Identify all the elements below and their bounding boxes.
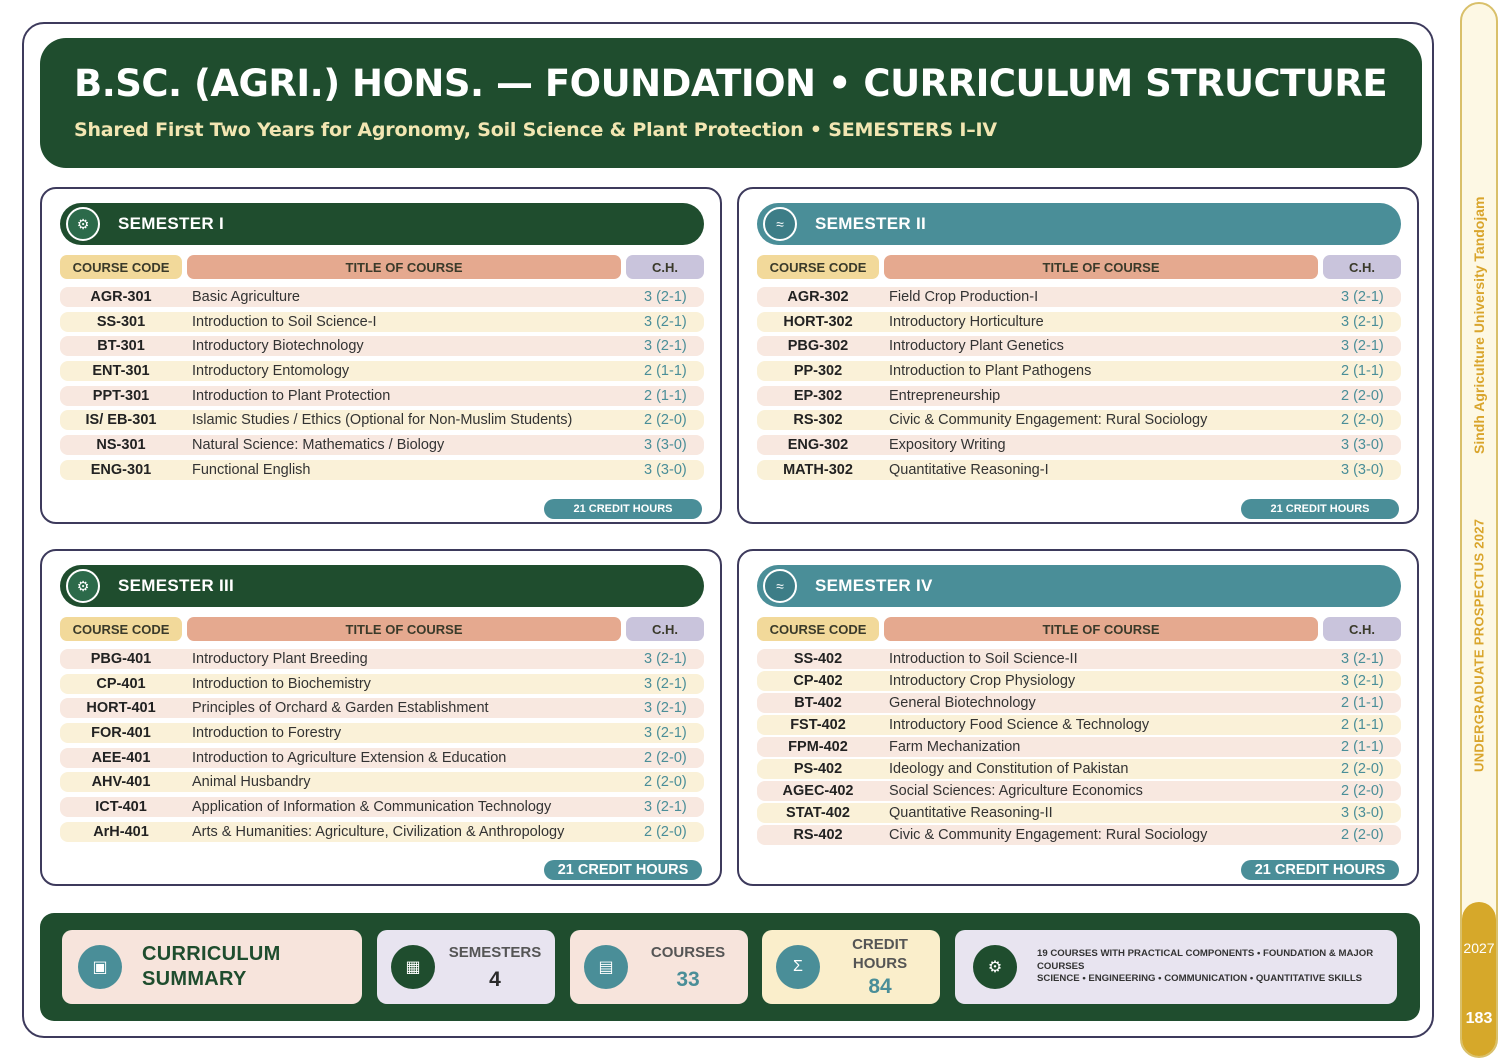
course-title: Social Sciences: Agriculture Economics [889,783,1143,799]
page-title: B.SC. (AGRI.) HONS. — FOUNDATION • CURRICULUM STRUCTURE [74,62,1388,105]
credit-hours-header: C.H. [1323,617,1401,641]
course-credit-hours: 3 (2-1) [644,675,687,692]
course-title: Quantitative Reasoning-I [889,461,1049,478]
course-title: Introduction to Forestry [192,725,342,742]
course-title: Introduction to Soil Science-I [192,313,377,330]
course-code-header: COURSE CODE [60,255,182,279]
summary-notes [1037,948,1373,986]
course-code: ENT-301 [92,363,150,380]
course-row [60,336,704,356]
gear-icon: ⚙ [973,945,1017,989]
course-title: Introductory Entomology [192,363,350,380]
course-credit-hours: 3 (2-1) [644,700,687,717]
course-credit-hours: 2 (2-0) [1341,761,1384,777]
stat-value: 33 [676,967,700,991]
semester-header [60,565,704,607]
course-row [60,797,704,817]
credit-hours-header: C.H. [626,255,704,279]
course-title: Ideology and Constitution of Pakistan [889,761,1129,777]
course-code: IS/ EB-301 [85,412,157,429]
course-row [60,822,704,842]
course-row [757,825,1401,845]
column-headers [757,255,1401,279]
course-row [60,674,704,694]
stat-label [852,935,908,973]
stat-label: COURSES [650,943,726,961]
course-title: Civic & Community Engagement: Rural Sociology [889,412,1208,429]
course-list [757,649,1401,847]
page-subtitle: Shared First Two Years for Agronomy, Soil Science & Plant Protection • SEMESTERS I–IV [74,119,997,141]
semester-card-2 [737,187,1419,524]
wave-icon: ≈ [763,569,797,603]
course-credit-hours: 2 (2-0) [1341,783,1384,799]
course-credit-hours: 2 (1-1) [1341,717,1384,733]
credit-hours-stat [820,935,940,999]
course-code: STAT-402 [786,805,850,821]
summary-title-box [62,930,362,1004]
course-credit-hours: 2 (2-0) [644,412,687,429]
credit-hours-header: C.H. [1323,255,1401,279]
gear-icon: ⚙ [66,207,100,241]
course-row [757,287,1401,307]
course-code: ENG-301 [90,461,152,478]
course-row [757,781,1401,801]
course-title: Principles of Orchard & Garden Establishment [192,700,489,717]
course-code: PP-302 [793,363,843,380]
course-code-header: COURSE CODE [757,255,879,279]
course-code: ArH-401 [93,823,149,840]
gear-icon: ⚙ [66,569,100,603]
course-credit-hours: 2 (1-1) [644,387,687,404]
course-code: ICT-401 [95,799,147,816]
course-row [757,803,1401,823]
stat-label-line: CREDIT [852,936,908,953]
course-credit-hours: 2 (2-0) [1341,387,1384,404]
summary-title [142,942,281,992]
course-list [60,287,704,485]
semester-title: SEMESTER II [815,214,926,233]
course-title: Expository Writing [889,437,1006,454]
course-title: Civic & Community Engagement: Rural Sociology [889,827,1208,843]
summary-title-line: CURRICULUM [142,943,281,965]
course-code-header: COURSE CODE [757,617,879,641]
notes-line: SCIENCE • ENGINEERING • COMMUNICATION • QUANTITATIVE SKILLS [1037,973,1363,985]
curriculum-summary-bar [40,913,1420,1021]
stat-value: 4 [489,967,501,991]
stat-label-line: HOURS [852,955,908,972]
course-code: FPM-402 [788,739,848,755]
wave-icon: ≈ [763,207,797,241]
course-title-header: TITLE OF COURSE [884,255,1318,279]
courses-stat [628,943,748,992]
course-credit-hours: 3 (2-1) [644,289,687,305]
course-row [757,759,1401,779]
course-row [60,723,704,743]
course-title-header: TITLE OF COURSE [187,255,621,279]
course-row [60,698,704,718]
course-code: MATH-302 [783,461,853,478]
notes-box [955,930,1397,1004]
course-row [757,715,1401,735]
course-row [757,336,1401,356]
course-row [60,361,704,381]
credit-hours-stat-box [762,930,940,1004]
course-title: Islamic Studies / Ethics (Optional for Non-Muslim Students) [192,412,573,429]
course-code: RS-302 [793,412,843,429]
course-code: AGEC-402 [782,783,854,799]
course-code: PBG-302 [787,338,849,355]
semester-header [757,203,1401,245]
course-row [60,435,704,455]
course-title: Introductory Crop Physiology [889,673,1076,689]
course-credit-hours: 3 (3-0) [1341,805,1384,821]
course-credit-hours: 2 (1-1) [1341,363,1384,380]
course-title: Introductory Food Science & Technology [889,717,1150,733]
course-code: AGR-302 [787,289,849,305]
course-title: Quantitative Reasoning-II [889,805,1053,821]
semester-title: SEMESTER III [118,576,235,595]
course-credit-hours: 3 (3-0) [644,437,687,454]
course-title-header: TITLE OF COURSE [884,617,1318,641]
course-code: AEE-401 [91,749,151,766]
course-credit-hours: 3 (2-1) [1341,338,1384,355]
notes-line: 19 COURSES WITH PRACTICAL COMPONENTS • FOUNDATION & MAJOR [1037,948,1374,960]
course-title: Introduction to Plant Pathogens [889,363,1092,380]
course-title: Basic Agriculture [192,289,300,305]
notes-line: COURSES [1037,960,1085,972]
course-code: SS-301 [96,313,146,330]
course-title: Entrepreneurship [889,387,1001,404]
course-code: CP-401 [96,675,146,692]
course-code: AHV-401 [91,774,151,791]
course-credit-hours: 3 (2-1) [1341,289,1384,305]
course-row [60,312,704,332]
year-label: 2027 [1463,940,1495,956]
course-code: HORT-302 [783,313,853,330]
course-credit-hours: 2 (1-1) [1341,739,1384,755]
course-row [757,693,1401,713]
course-title: Introductory Plant Genetics [889,338,1064,355]
prospectus-label: UNDERGRADUATE PROSPECTUS 2027 [1471,518,1487,772]
course-title: Introduction to Plant Protection [192,387,391,404]
course-code: AGR-301 [90,289,152,305]
course-title: Field Crop Production-I [889,289,1039,305]
course-credit-hours: 2 (2-0) [1341,412,1384,429]
sigma-icon: Σ [776,945,820,989]
courses-stat-box [570,930,748,1004]
semesters-stat [435,943,555,992]
course-title: Arts & Humanities: Agriculture, Civilization & Anthropology [192,823,565,840]
course-title: Application of Information & Communication Technology [192,799,552,816]
semester-header [757,565,1401,607]
course-credit-hours: 2 (1-1) [1341,695,1384,711]
course-title: Introductory Biotechnology [192,338,364,355]
course-row [60,748,704,768]
course-credit-hours: 2 (2-0) [644,823,687,840]
course-credit-hours: 3 (2-1) [644,313,687,330]
stat-label: SEMESTERS [448,943,542,961]
course-code: BT-301 [97,338,145,355]
course-title-header: TITLE OF COURSE [187,617,621,641]
course-list [60,649,704,847]
course-credit-hours: 3 (2-1) [644,799,687,816]
course-row [757,649,1401,669]
course-code: FOR-401 [91,725,151,742]
course-code: NS-301 [96,437,146,454]
grid-icon: ▦ [391,945,435,989]
course-credit-hours: 3 (2-1) [644,725,687,742]
course-row [757,435,1401,455]
stat-value: 84 [868,975,892,998]
course-row [757,361,1401,381]
page-number: 183 [1465,1010,1493,1027]
course-row [60,772,704,792]
course-title: Introduction to Agriculture Extension & Education [192,749,507,766]
credit-hours-badge: 21 CREDIT HOURS [544,860,702,880]
course-credit-hours: 2 (1-1) [644,363,687,380]
summary-icon: ▣ [78,945,122,989]
semester-header [60,203,704,245]
course-credit-hours: 3 (3-0) [644,461,687,478]
course-row [757,386,1401,406]
course-title: General Biotechnology [889,695,1036,711]
course-title: Natural Science: Mathematics / Biology [192,437,445,454]
course-credit-hours: 3 (2-1) [1341,673,1384,689]
column-headers [757,617,1401,641]
credit-hours-badge: 21 CREDIT HOURS [1241,499,1399,519]
semester-card-1 [40,187,722,524]
course-title: Introductory Horticulture [889,313,1044,330]
course-row [757,460,1401,480]
course-title: Introductory Plant Breeding [192,651,368,667]
course-row [757,410,1401,430]
course-code: CP-402 [793,673,843,689]
course-code: PS-402 [793,761,843,777]
page-header [40,38,1422,168]
course-row [757,671,1401,691]
semester-card-3 [40,549,722,886]
course-title: Functional English [192,461,311,478]
semester-title: SEMESTER I [118,214,224,233]
list-icon: ▤ [584,945,628,989]
course-row [60,287,704,307]
course-credit-hours: 2 (2-0) [1341,827,1384,843]
course-code: RS-402 [793,827,843,843]
side-tab-gold [1462,902,1496,1056]
column-headers [60,617,704,641]
course-credit-hours: 3 (3-0) [1341,437,1384,454]
credit-hours-badge: 21 CREDIT HOURS [544,499,702,519]
course-credit-hours: 3 (2-1) [1341,651,1384,667]
course-row [60,649,704,669]
course-code: PPT-301 [92,387,150,404]
course-code: HORT-401 [86,700,156,717]
course-row [757,312,1401,332]
course-title: Introduction to Soil Science-II [889,651,1078,667]
university-name: Sindh Agriculture University Tandojam [1471,196,1487,454]
course-title: Introduction to Biochemistry [192,675,371,692]
course-credit-hours: 3 (3-0) [1341,461,1384,478]
course-code: EP-302 [793,387,843,404]
course-code: PBG-401 [90,651,152,667]
course-credit-hours: 3 (2-1) [644,651,687,667]
credit-hours-badge: 21 CREDIT HOURS [1241,860,1399,880]
course-code: SS-402 [793,651,843,667]
course-row [60,460,704,480]
course-credit-hours: 2 (2-0) [644,774,687,791]
summary-title-line: SUMMARY [142,968,247,990]
course-credit-hours: 3 (2-1) [644,338,687,355]
semester-card-4 [737,549,1419,886]
credit-hours-header: C.H. [626,617,704,641]
course-code: FST-402 [790,717,846,733]
course-code: BT-402 [794,695,842,711]
course-credit-hours: 2 (2-0) [644,749,687,766]
course-row [757,737,1401,757]
column-headers [60,255,704,279]
course-title: Animal Husbandry [192,774,311,791]
course-row [60,410,704,430]
course-credit-hours: 3 (2-1) [1341,313,1384,330]
course-code: ENG-302 [787,437,849,454]
semesters-stat-box [377,930,555,1004]
course-row [60,386,704,406]
course-code-header: COURSE CODE [60,617,182,641]
semester-title: SEMESTER IV [815,576,933,595]
course-title: Farm Mechanization [889,739,1021,755]
course-list [757,287,1401,485]
